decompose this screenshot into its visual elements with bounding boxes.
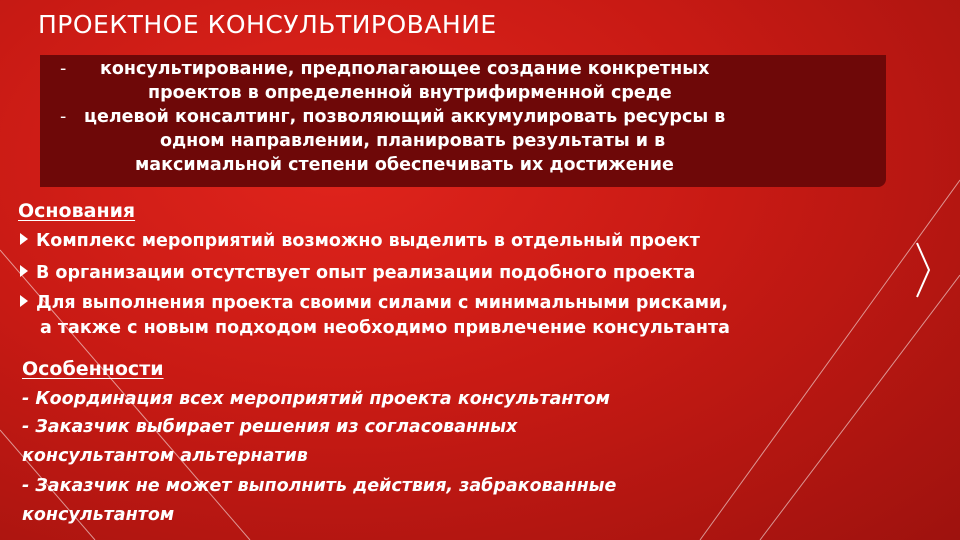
triangle-bullet-icon — [20, 265, 28, 277]
triangle-bullet-icon — [20, 295, 28, 307]
triangle-bullet-icon — [20, 233, 28, 245]
features-line: консультантом — [22, 505, 175, 525]
dash-marker: - — [60, 107, 67, 127]
features-heading: Особенности — [22, 358, 164, 380]
definition-2-line-1: целевой консалтинг, позволяющий аккумулировать ресурсы в — [84, 107, 726, 127]
definition-box — [40, 55, 886, 187]
grounds-item — [20, 231, 700, 251]
grounds-heading: Основания — [18, 200, 136, 222]
grounds-item-text: Комплекс мероприятий возможно выделить в отдельный проект — [36, 231, 700, 251]
definition-1-line-1: консультирование, предполагающее создание конкретных — [100, 59, 710, 79]
grounds-item — [20, 293, 728, 313]
definition-2-line-3: максимальной степени обеспечивать их достижение — [135, 155, 674, 175]
grounds-item-continuation: а также с новым подходом необходимо привлечение консультанта — [40, 318, 730, 338]
features-line: - Заказчик выбирает решения из согласованных — [22, 417, 518, 437]
grounds-item-text: Для выполнения проекта своими силами с минимальными рисками, — [36, 293, 728, 313]
grounds-item-text: В организации отсутствует опыт реализации подобного проекта — [36, 263, 696, 283]
definition-2-line-2: одном направлении, планировать результаты и в — [160, 131, 666, 151]
features-line: - Координация всех мероприятий проекта консультантом — [22, 389, 610, 409]
definition-1-line-2: проектов в определенной внутрифирменной среде — [148, 83, 672, 103]
features-line: консультантом альтернатив — [22, 446, 308, 466]
grounds-item — [20, 263, 695, 283]
features-line: - Заказчик не может выполнить действия, забракованные — [22, 476, 617, 496]
dash-marker: - — [60, 59, 67, 79]
slide-title: ПРОЕКТНОЕ КОНСУЛЬТИРОВАНИЕ — [38, 10, 497, 39]
